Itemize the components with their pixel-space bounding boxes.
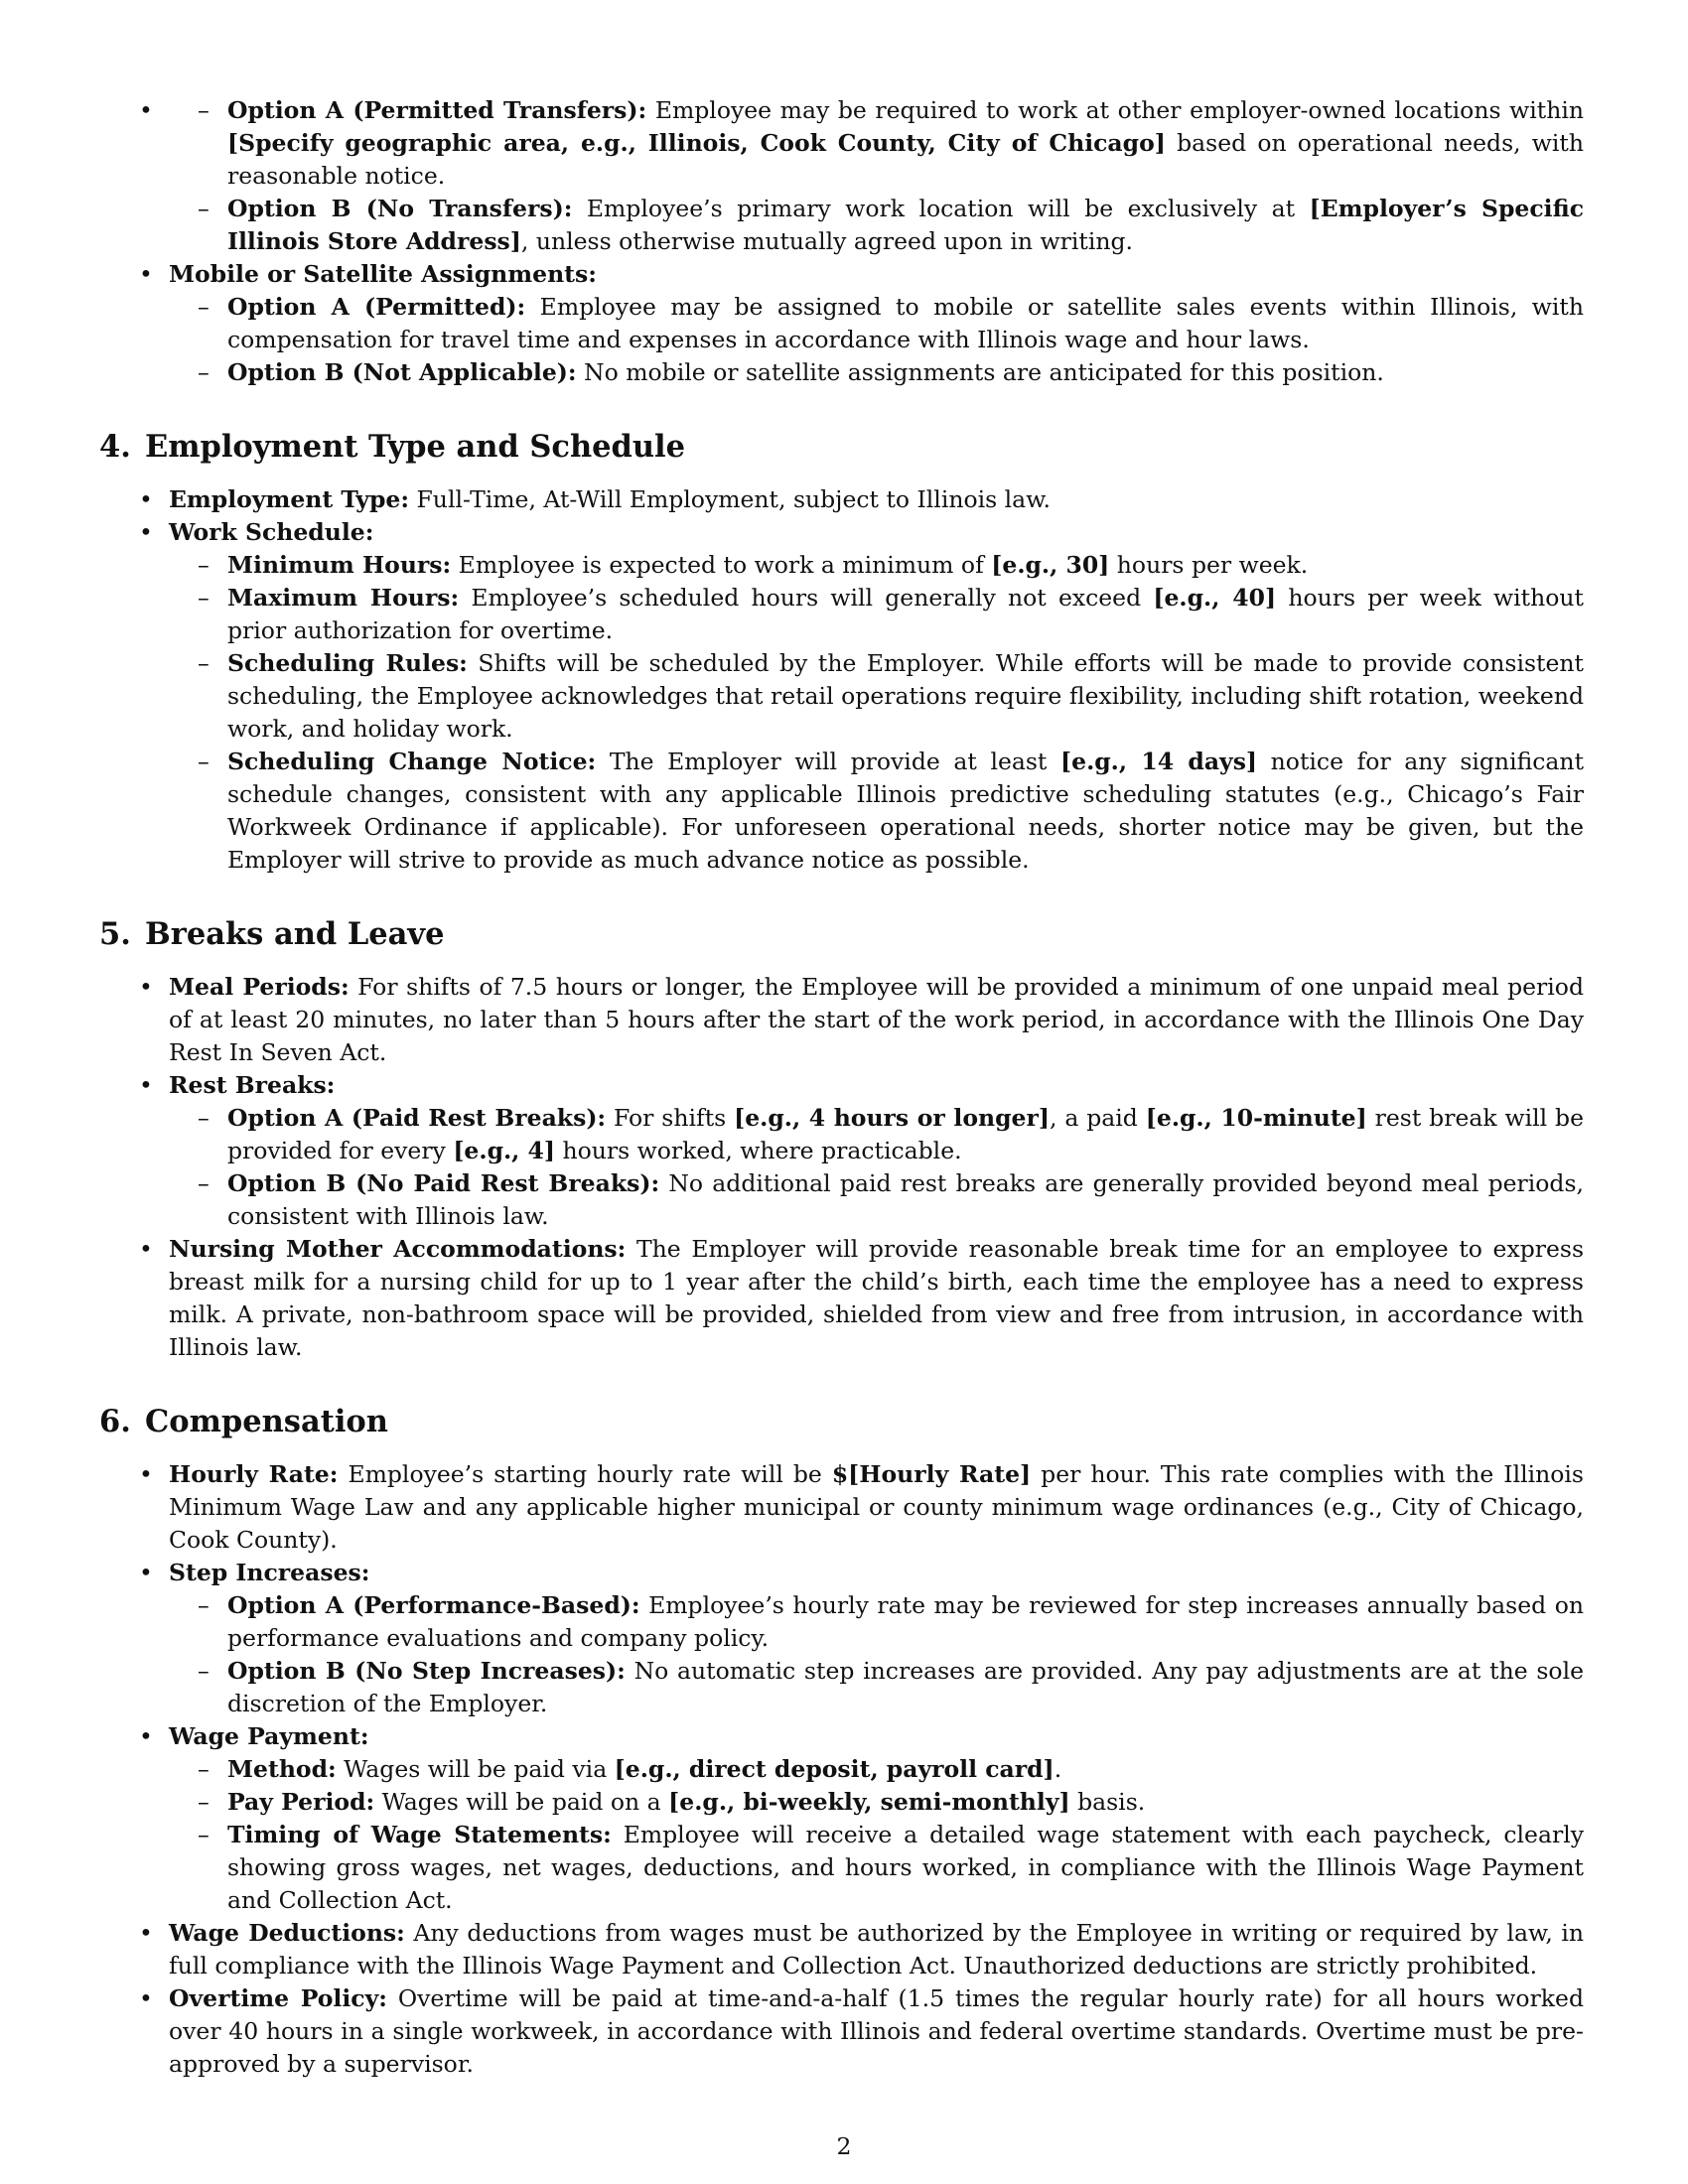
page-number: 2: [836, 2132, 852, 2160]
work-schedule: • Work Schedule: – Minimum Hours: Employee is expected to work a minimum of [e.g., 30] hours per week. – Maximum Hours: Employee’s scheduled hours will generally not exceed [e.g., 40] hours per week without prior authorization for overtime. – Scheduling Rules: Shifts will be scheduled by the Employer. While efforts will be made to provide consistent scheduling, the Employee acknowledges that retail operations require flexibility, including shift rotation, weekend work, and holiday work. – Scheduling Change Notice: The Employer will provide at least [e.g., 14 days] notice for any significant schedule changes, consistent with any applicable Illinois predictive scheduling statutes (e.g., Chicago’s Fair Workweek Ordinance if applicable). For unforeseen operational needs, shorter notice may be given, but the Employer will strive to provide as much advance notice as possible.: [169, 516, 1584, 877]
meal-periods: • Meal Periods: For shifts of 7.5 hours or longer, the Employee will be provided a minimum of one unpaid meal period of at least 20 minutes, no later than 5 hours after the start of the work period, in accordance with the Illinois One Day Rest In Seven Act.: [169, 971, 1584, 1069]
wage-statement-timing: – Timing of Wage Statements: Employee will receive a detailed wage statement with each paycheck, clearly showing gross wages, net wages, deductions, and hours worked, in compliance with the Illinois Wage Payment and Collection Act.: [227, 1819, 1584, 1917]
section-6-list: [99, 1458, 1584, 2081]
wage-payment-list: [169, 1753, 1584, 1917]
scheduling-rules: – Scheduling Rules: Shifts will be scheduled by the Employer. While efforts will be made to provide consistent scheduling, the Employee acknowledges that retail operations require flexibility, including shift rotation, weekend work, and holiday work.: [227, 647, 1584, 746]
rest-breaks: • Rest Breaks: – Option A (Paid Rest Breaks): For shifts [e.g., 4 hours or longer], a paid [e.g., 10-minute] rest break will be provided for every [e.g., 4] hours worked, where practicable. – Option B (No Paid Rest Breaks): No additional paid rest breaks are generally provided beyond meal periods, consistent with Illinois law.: [169, 1069, 1584, 1233]
work-schedule-list: [169, 549, 1584, 877]
nursing-accommodations: • Nursing Mother Accommodations: The Employer will provide reasonable break time for an employee to express breast milk for a nursing child for up to 1 year after the child’s birth, each time the employee has a need to express milk. A private, non-bathroom space will be provided, shielded from view and free from intrusion, in accordance with Illinois law.: [169, 1233, 1584, 1364]
transfer-options-list: [169, 94, 1584, 258]
pay-period: – Pay Period: Wages will be paid on a [e.g., bi-weekly, semi-monthly] basis.: [227, 1786, 1584, 1819]
mobile-options-list: [169, 291, 1584, 389]
wage-payment: • Wage Payment: – Method: Wages will be paid via [e.g., direct deposit, payroll card]. – Pay Period: Wages will be paid on a [e.g., bi-weekly, semi-monthly] basis. – Timing of Wage Statements: Employee will receive a detailed wage statement with each paycheck, clearly showing gross wages, net wages, deductions, and hours worked, in compliance with the Illinois Wage Payment and Collection Act.: [169, 1720, 1584, 1917]
rest-option-a: – Option A (Paid Rest Breaks): For shifts [e.g., 4 hours or longer], a paid [e.g., 10-minute] rest break will be provided for every [e.g., 4] hours worked, where practicable.: [227, 1102, 1584, 1167]
location-list: [99, 94, 1584, 389]
employment-type: • Employment Type: Full-Time, At-Will Employment, subject to Illinois law.: [169, 483, 1584, 516]
mobile-option-a: – Option A (Permitted): Employee may be assigned to mobile or satellite sales events within Illinois, with compensation for travel time and expenses in accordance with Illinois wage and hour laws.: [227, 291, 1584, 356]
section-5-list: [99, 971, 1584, 1364]
rest-option-b: – Option B (No Paid Rest Breaks): No additional paid rest breaks are generally provided beyond meal periods, consistent with Illinois law.: [227, 1167, 1584, 1233]
section-4-list: [99, 483, 1584, 877]
minimum-hours: – Minimum Hours: Employee is expected to work a minimum of [e.g., 30] hours per week.: [227, 549, 1584, 582]
wage-deductions: • Wage Deductions: Any deductions from wages must be authorized by the Employee in writing or required by law, in full compliance with the Illinois Wage Payment and Collection Act. Unauthorized deductions are strictly prohibited.: [169, 1917, 1584, 1982]
step-option-a: – Option A (Performance-Based): Employee’s hourly rate may be reviewed for step increases annually based on performance evaluations and company policy.: [227, 1589, 1584, 1655]
maximum-hours: – Maximum Hours: Employee’s scheduled hours will generally not exceed [e.g., 40] hours per week without prior authorization for overtime.: [227, 582, 1584, 647]
transfer-option-a: – • Option A (Permitted Transfers): Employee may be required to work at other employer-owned locations within [Specify geographic area, e.g., Illinois, Cook County, City of Chicago] based on operational needs, with reasonable notice.: [227, 94, 1584, 193]
payment-method: – Method: Wages will be paid via [e.g., direct deposit, payroll card].: [227, 1753, 1584, 1786]
overtime-policy: • Overtime Policy: Overtime will be paid at time-and-a-half (1.5 times the regular hourly rate) for all hours worked over 40 hours in a single workweek, in accordance with Illinois and federal overtime standards. Overtime must be pre-approved by a supervisor.: [169, 1982, 1584, 2081]
mobile-assignments: • Mobile or Satellite Assignments: – Option A (Permitted): Employee may be assigned to mobile or satellite sales events within Illinois, with compensation for travel time and expenses in accordance with Illinois wage and hour laws. – Option B (Not Applicable): No mobile or satellite assignments are anticipated for this position.: [169, 258, 1584, 389]
rest-breaks-list: [169, 1102, 1584, 1233]
step-option-b: – Option B (No Step Increases): No automatic step increases are provided. Any pay adjustments are at the sole discretion of the Employer.: [227, 1655, 1584, 1720]
hourly-rate: • Hourly Rate: Employee’s starting hourly rate will be $[Hourly Rate] per hour. This rate complies with the Illinois Minimum Wage Law and any applicable higher municipal or county minimum wage ordinances (e.g., City of Chicago, Cook County).: [169, 1458, 1584, 1557]
step-increases: • Step Increases: – Option A (Performance-Based): Employee’s hourly rate may be reviewed for step increases annually based on performance evaluations and company policy. – Option B (No Step Increases): No automatic step increases are provided. Any pay adjustments are at the sole discretion of the Employer.: [169, 1557, 1584, 1720]
document-body: [99, 94, 1584, 2081]
transfer-options: [169, 94, 1584, 258]
section-4-heading: 4. Employment Type and Schedule: [99, 429, 686, 465]
scheduling-change-notice: – Scheduling Change Notice: The Employer will provide at least [e.g., 14 days] notice for any significant schedule changes, consistent with any applicable Illinois predictive scheduling statutes (e.g., Chicago’s Fair Workweek Ordinance if applicable). For unforeseen operational needs, shorter notice may be given, but the Employer will strive to provide as much advance notice as possible.: [227, 746, 1584, 877]
section-5-heading: 5. Breaks and Leave: [99, 916, 445, 952]
mobile-option-b: – Option B (Not Applicable): No mobile or satellite assignments are anticipated for this position.: [227, 356, 1584, 389]
section-6-heading: 6. Compensation: [99, 1404, 388, 1439]
step-increases-list: [169, 1589, 1584, 1720]
transfer-option-b: – Option B (No Transfers): Employee’s primary work location will be exclusively at [Employer’s Specific Illinois Store Address], unless otherwise mutually agreed upon in writing.: [227, 193, 1584, 258]
